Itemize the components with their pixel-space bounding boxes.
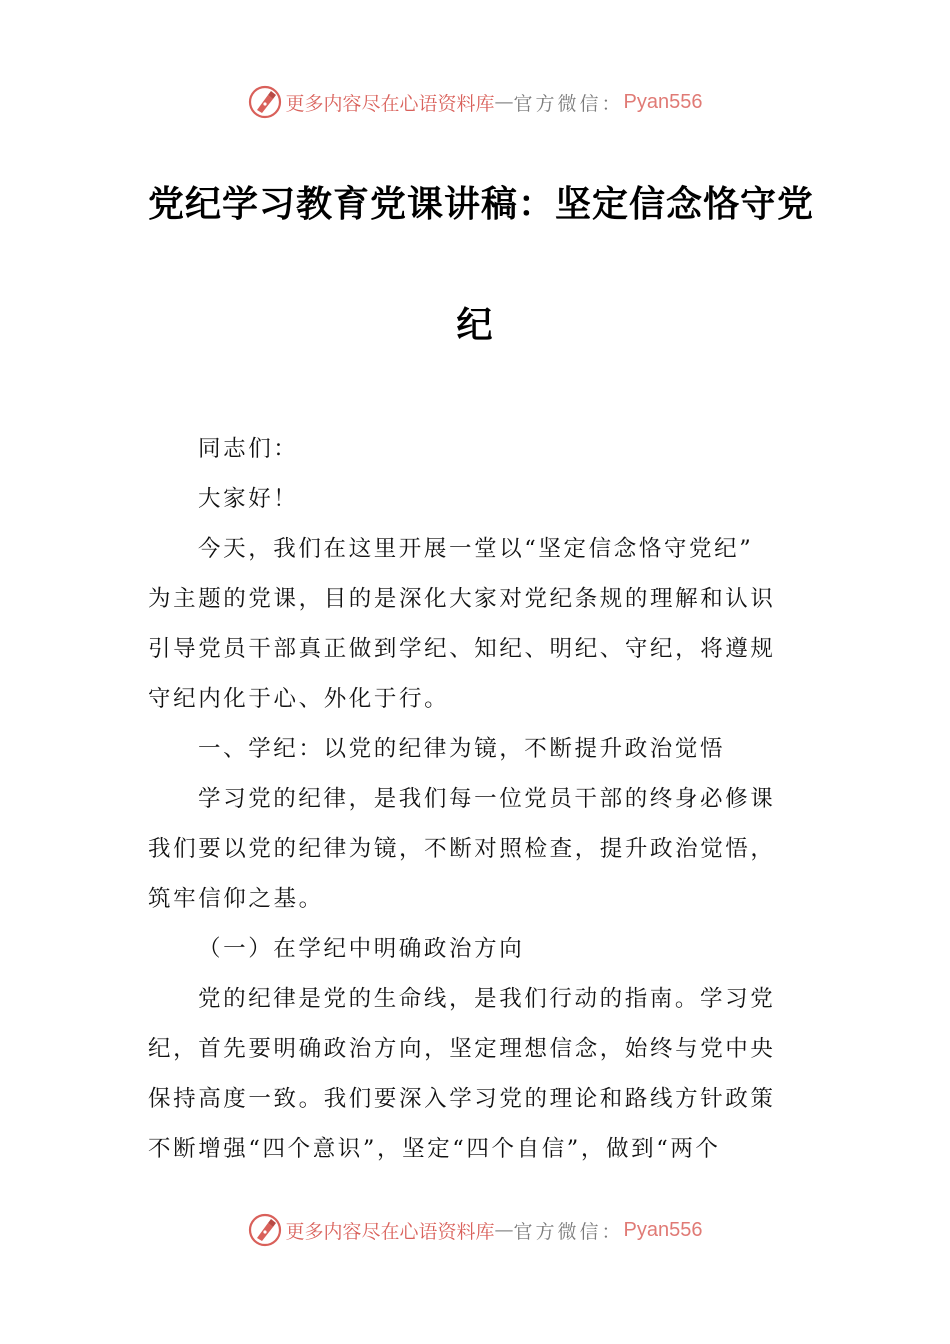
body-line: 筑牢信仰之基。	[148, 886, 324, 912]
body-line: 学习党的纪律，是我们每一位党员干部的终身必修课	[198, 786, 776, 812]
section-heading: 一、学纪：以党的纪律为镜，不断提升政治觉悟	[198, 736, 726, 762]
salutation: 同志们：	[198, 436, 299, 462]
body-line: 我们要以党的纪律为镜，不断对照检查，提升政治觉悟，	[148, 836, 776, 862]
banner-wechat-id: Pyan556	[623, 90, 703, 113]
banner-wechat-id: Pyan556	[623, 1218, 703, 1241]
body-line: 保持高度一致。我们要深入学习党的理论和路线方针政策	[148, 1086, 776, 1112]
body-line: 今天，我们在这里开展一堂以“坚定信念恪守党纪”	[198, 536, 754, 562]
greeting: 大家好！	[198, 486, 299, 512]
body-line: 守纪内化于心、外化于行。	[148, 686, 450, 712]
pen-nib-circle-icon	[248, 1213, 282, 1247]
banner-brand-text: 更多内容尽在心语资料库	[285, 1220, 495, 1243]
subsection-heading: （一）在学纪中明确政治方向	[198, 936, 525, 962]
body-line: 党的纪律是党的生命线，是我们行动的指南。学习党	[198, 986, 776, 1012]
banner-official-label: 官方微信：	[513, 92, 624, 115]
document-title-line-1: 党纪学习教育党课讲稿：坚定信念恪守党	[148, 184, 815, 225]
body-line: 为主题的党课，目的是深化大家对党纪条规的理解和认识	[148, 586, 776, 612]
footer-watermark-banner	[0, 1210, 950, 1250]
body-line: 不断增强“四个意识”，坚定“四个自信”，做到“两个	[148, 1136, 721, 1162]
banner-separator: —	[494, 1219, 514, 1241]
pen-nib-circle-icon	[248, 85, 282, 119]
header-watermark-banner	[0, 82, 950, 122]
banner-separator: —	[494, 91, 514, 113]
body-line: 纪，首先要明确政治方向，坚定理想信念，始终与党中央	[148, 1036, 776, 1062]
document-title-line-2: 纪	[456, 305, 494, 346]
banner-official-label: 官方微信：	[513, 1220, 624, 1243]
body-line: 引导党员干部真正做到学纪、知纪、明纪、守纪，将遵规	[148, 636, 776, 662]
banner-brand-text: 更多内容尽在心语资料库	[285, 92, 495, 115]
